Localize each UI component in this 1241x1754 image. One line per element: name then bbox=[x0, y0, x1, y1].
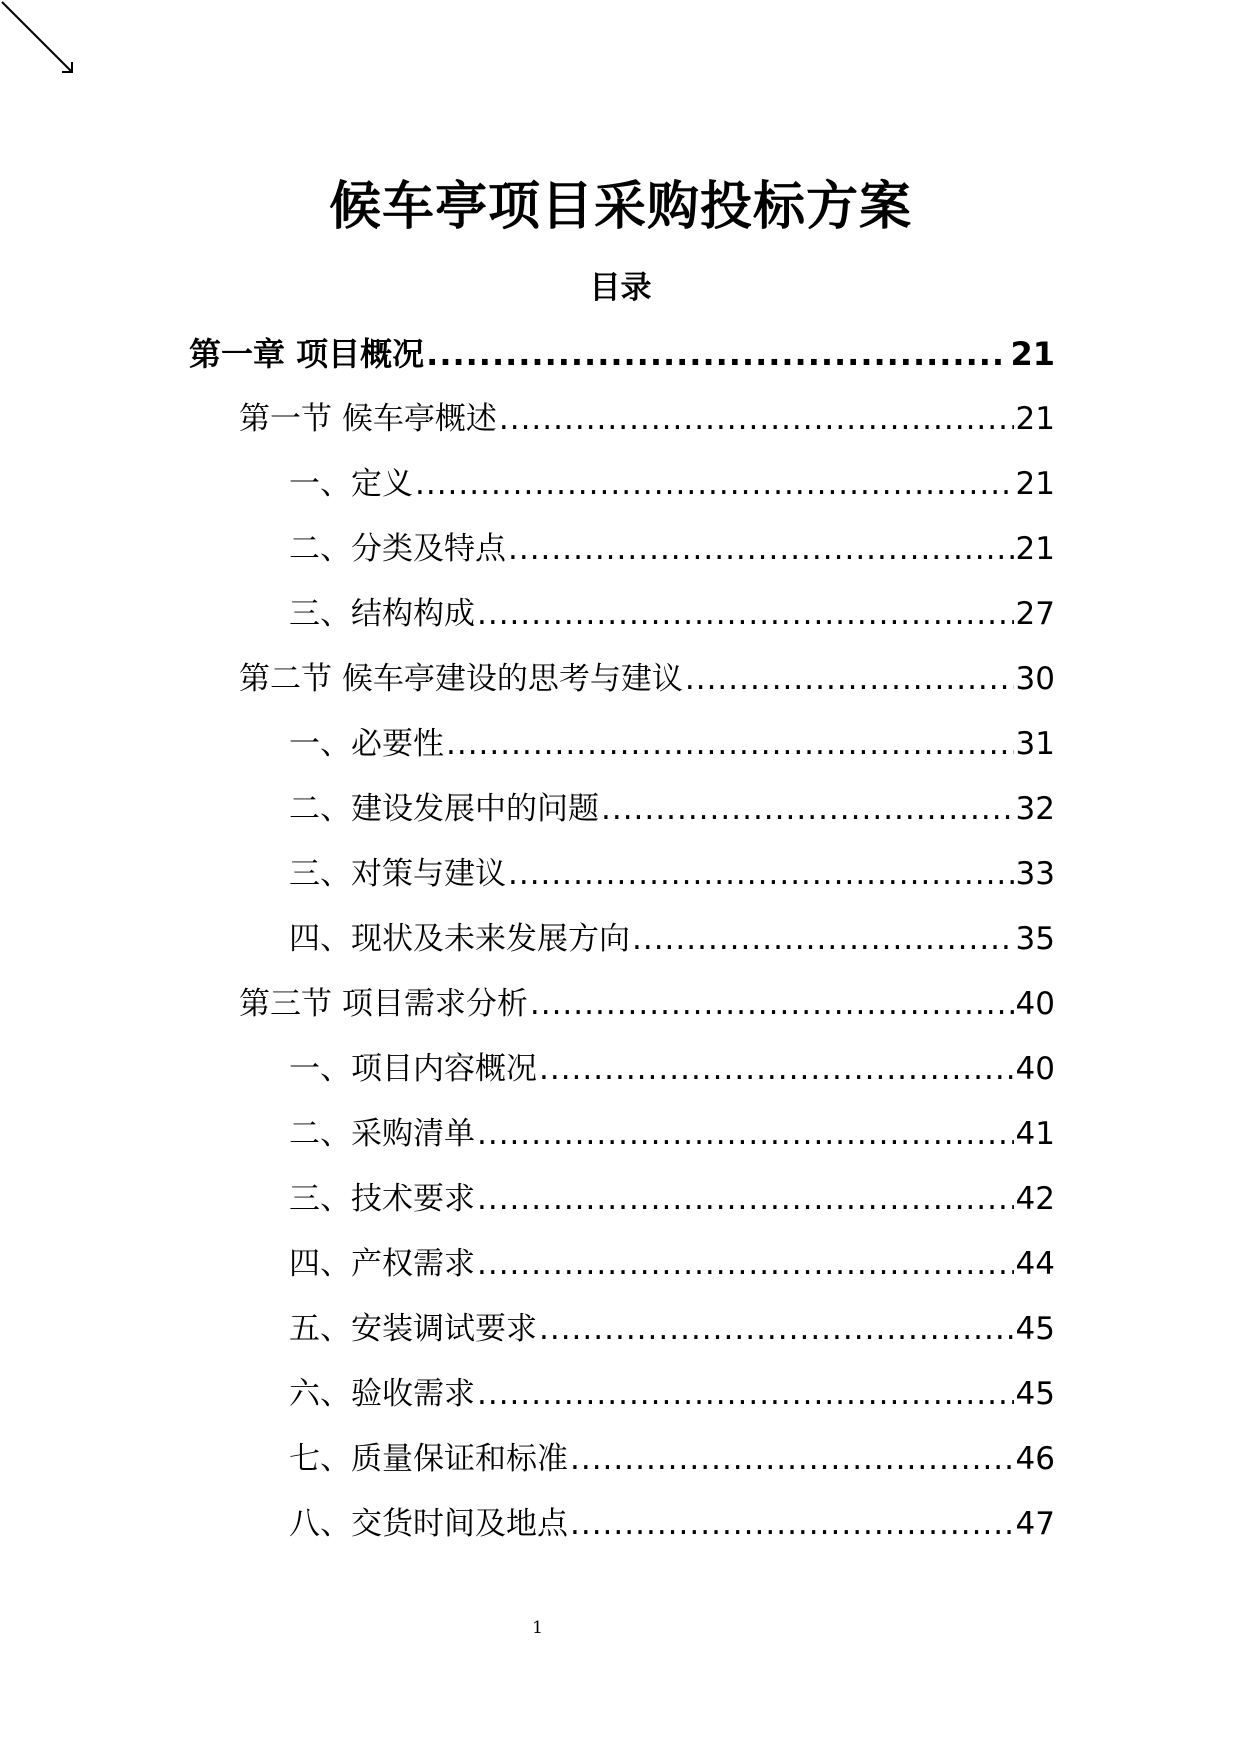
toc-leader bbox=[539, 1043, 1014, 1095]
toc-entry-page: 47 bbox=[1015, 1506, 1055, 1542]
toc-entry-label: 第一章 项目概况 bbox=[189, 335, 425, 373]
toc-entry[interactable] bbox=[289, 783, 1055, 848]
toc-entry[interactable] bbox=[289, 1043, 1055, 1108]
toc-entry-label: 四、产权需求 bbox=[289, 1246, 475, 1282]
toc-leader bbox=[685, 653, 1014, 705]
toc-entry-page: 21 bbox=[1015, 466, 1055, 502]
toc-entry-label: 六、验收需求 bbox=[289, 1376, 475, 1412]
toc-entry-label: 第二节 候车亭建设的思考与建议 bbox=[239, 661, 683, 697]
toc-entry[interactable] bbox=[239, 393, 1055, 458]
toc-entry-page: 21 bbox=[1010, 335, 1055, 373]
toc-entry-page: 33 bbox=[1015, 856, 1055, 892]
toc-entry[interactable] bbox=[289, 1238, 1055, 1303]
toc-entry[interactable] bbox=[289, 913, 1055, 978]
toc-leader bbox=[530, 978, 1014, 1030]
toc-entry[interactable] bbox=[289, 1173, 1055, 1238]
toc-entry[interactable] bbox=[289, 848, 1055, 913]
toc-entry[interactable] bbox=[239, 978, 1055, 1043]
toc-entry-page: 45 bbox=[1015, 1311, 1055, 1347]
toc-leader bbox=[508, 523, 1014, 575]
toc-entry-page: 45 bbox=[1015, 1376, 1055, 1412]
toc-leader bbox=[415, 458, 1014, 510]
toc-entry[interactable] bbox=[289, 1303, 1055, 1368]
toc-leader bbox=[477, 1368, 1014, 1420]
toc-entry[interactable] bbox=[289, 458, 1055, 523]
toc-entry-label: 一、必要性 bbox=[289, 726, 444, 762]
toc-entry-label: 二、建设发展中的问题 bbox=[289, 791, 599, 827]
toc-entry[interactable] bbox=[289, 1368, 1055, 1433]
toc-entry-label: 一、定义 bbox=[289, 466, 413, 502]
toc-leader bbox=[632, 913, 1014, 965]
toc-leader bbox=[539, 1303, 1014, 1355]
toc-entry[interactable] bbox=[239, 653, 1055, 718]
toc-entry-page: 31 bbox=[1015, 726, 1055, 762]
toc-entry-label: 第三节 项目需求分析 bbox=[239, 986, 528, 1022]
toc-entry-label: 五、安装调试要求 bbox=[289, 1311, 537, 1347]
toc-entry[interactable] bbox=[289, 718, 1055, 783]
toc-entry-page: 40 bbox=[1015, 986, 1055, 1022]
toc-entry[interactable] bbox=[189, 328, 1055, 393]
toc-entry-page: 40 bbox=[1015, 1051, 1055, 1087]
toc-leader bbox=[499, 393, 1014, 445]
toc-entry-page: 35 bbox=[1015, 921, 1055, 957]
toc-entry-label: 二、分类及特点 bbox=[289, 531, 506, 567]
toc-entry-page: 42 bbox=[1015, 1181, 1055, 1217]
toc-leader bbox=[477, 1173, 1014, 1225]
toc-entry-label: 第一节 候车亭概述 bbox=[239, 401, 497, 437]
toc-entry-label: 三、结构构成 bbox=[289, 596, 475, 632]
toc-entry-label: 二、采购清单 bbox=[289, 1116, 475, 1152]
toc-entry-label: 四、现状及未来发展方向 bbox=[289, 921, 630, 957]
toc-entry[interactable] bbox=[289, 588, 1055, 653]
table-of-contents bbox=[0, 328, 1241, 1563]
diagonal-arrow-icon bbox=[0, 0, 80, 80]
toc-leader bbox=[446, 718, 1014, 770]
page-number: 1 bbox=[532, 1618, 543, 1638]
toc-leader bbox=[477, 1108, 1014, 1160]
toc-entry-page: 32 bbox=[1015, 791, 1055, 827]
toc-leader bbox=[570, 1498, 1014, 1550]
toc-entry[interactable] bbox=[289, 1498, 1055, 1563]
toc-leader bbox=[570, 1433, 1014, 1485]
document-title: 候车亭项目采购投标方案 bbox=[328, 177, 912, 237]
toc-leader bbox=[601, 783, 1014, 835]
toc-entry-page: 27 bbox=[1015, 596, 1055, 632]
toc-entry-page: 21 bbox=[1015, 531, 1055, 567]
toc-entry-page: 41 bbox=[1015, 1116, 1055, 1152]
toc-entry[interactable] bbox=[289, 1108, 1055, 1173]
toc-entry[interactable] bbox=[289, 523, 1055, 588]
toc-entry-label: 三、对策与建议 bbox=[289, 856, 506, 892]
toc-entry-label: 三、技术要求 bbox=[289, 1181, 475, 1217]
toc-leader bbox=[477, 588, 1014, 640]
toc-entry-page: 44 bbox=[1015, 1246, 1055, 1282]
toc-leader bbox=[477, 1238, 1014, 1290]
toc-heading: 目录 bbox=[589, 270, 652, 306]
toc-entry-label: 七、质量保证和标准 bbox=[289, 1441, 568, 1477]
toc-entry-page: 30 bbox=[1015, 661, 1055, 697]
toc-leader bbox=[508, 848, 1014, 900]
toc-entry-label: 一、项目内容概况 bbox=[289, 1051, 537, 1087]
toc-entry-page: 21 bbox=[1015, 401, 1055, 437]
toc-leader bbox=[426, 328, 1008, 380]
toc-entry-label: 八、交货时间及地点 bbox=[289, 1506, 568, 1542]
toc-entry-page: 46 bbox=[1015, 1441, 1055, 1477]
toc-entry[interactable] bbox=[289, 1433, 1055, 1498]
